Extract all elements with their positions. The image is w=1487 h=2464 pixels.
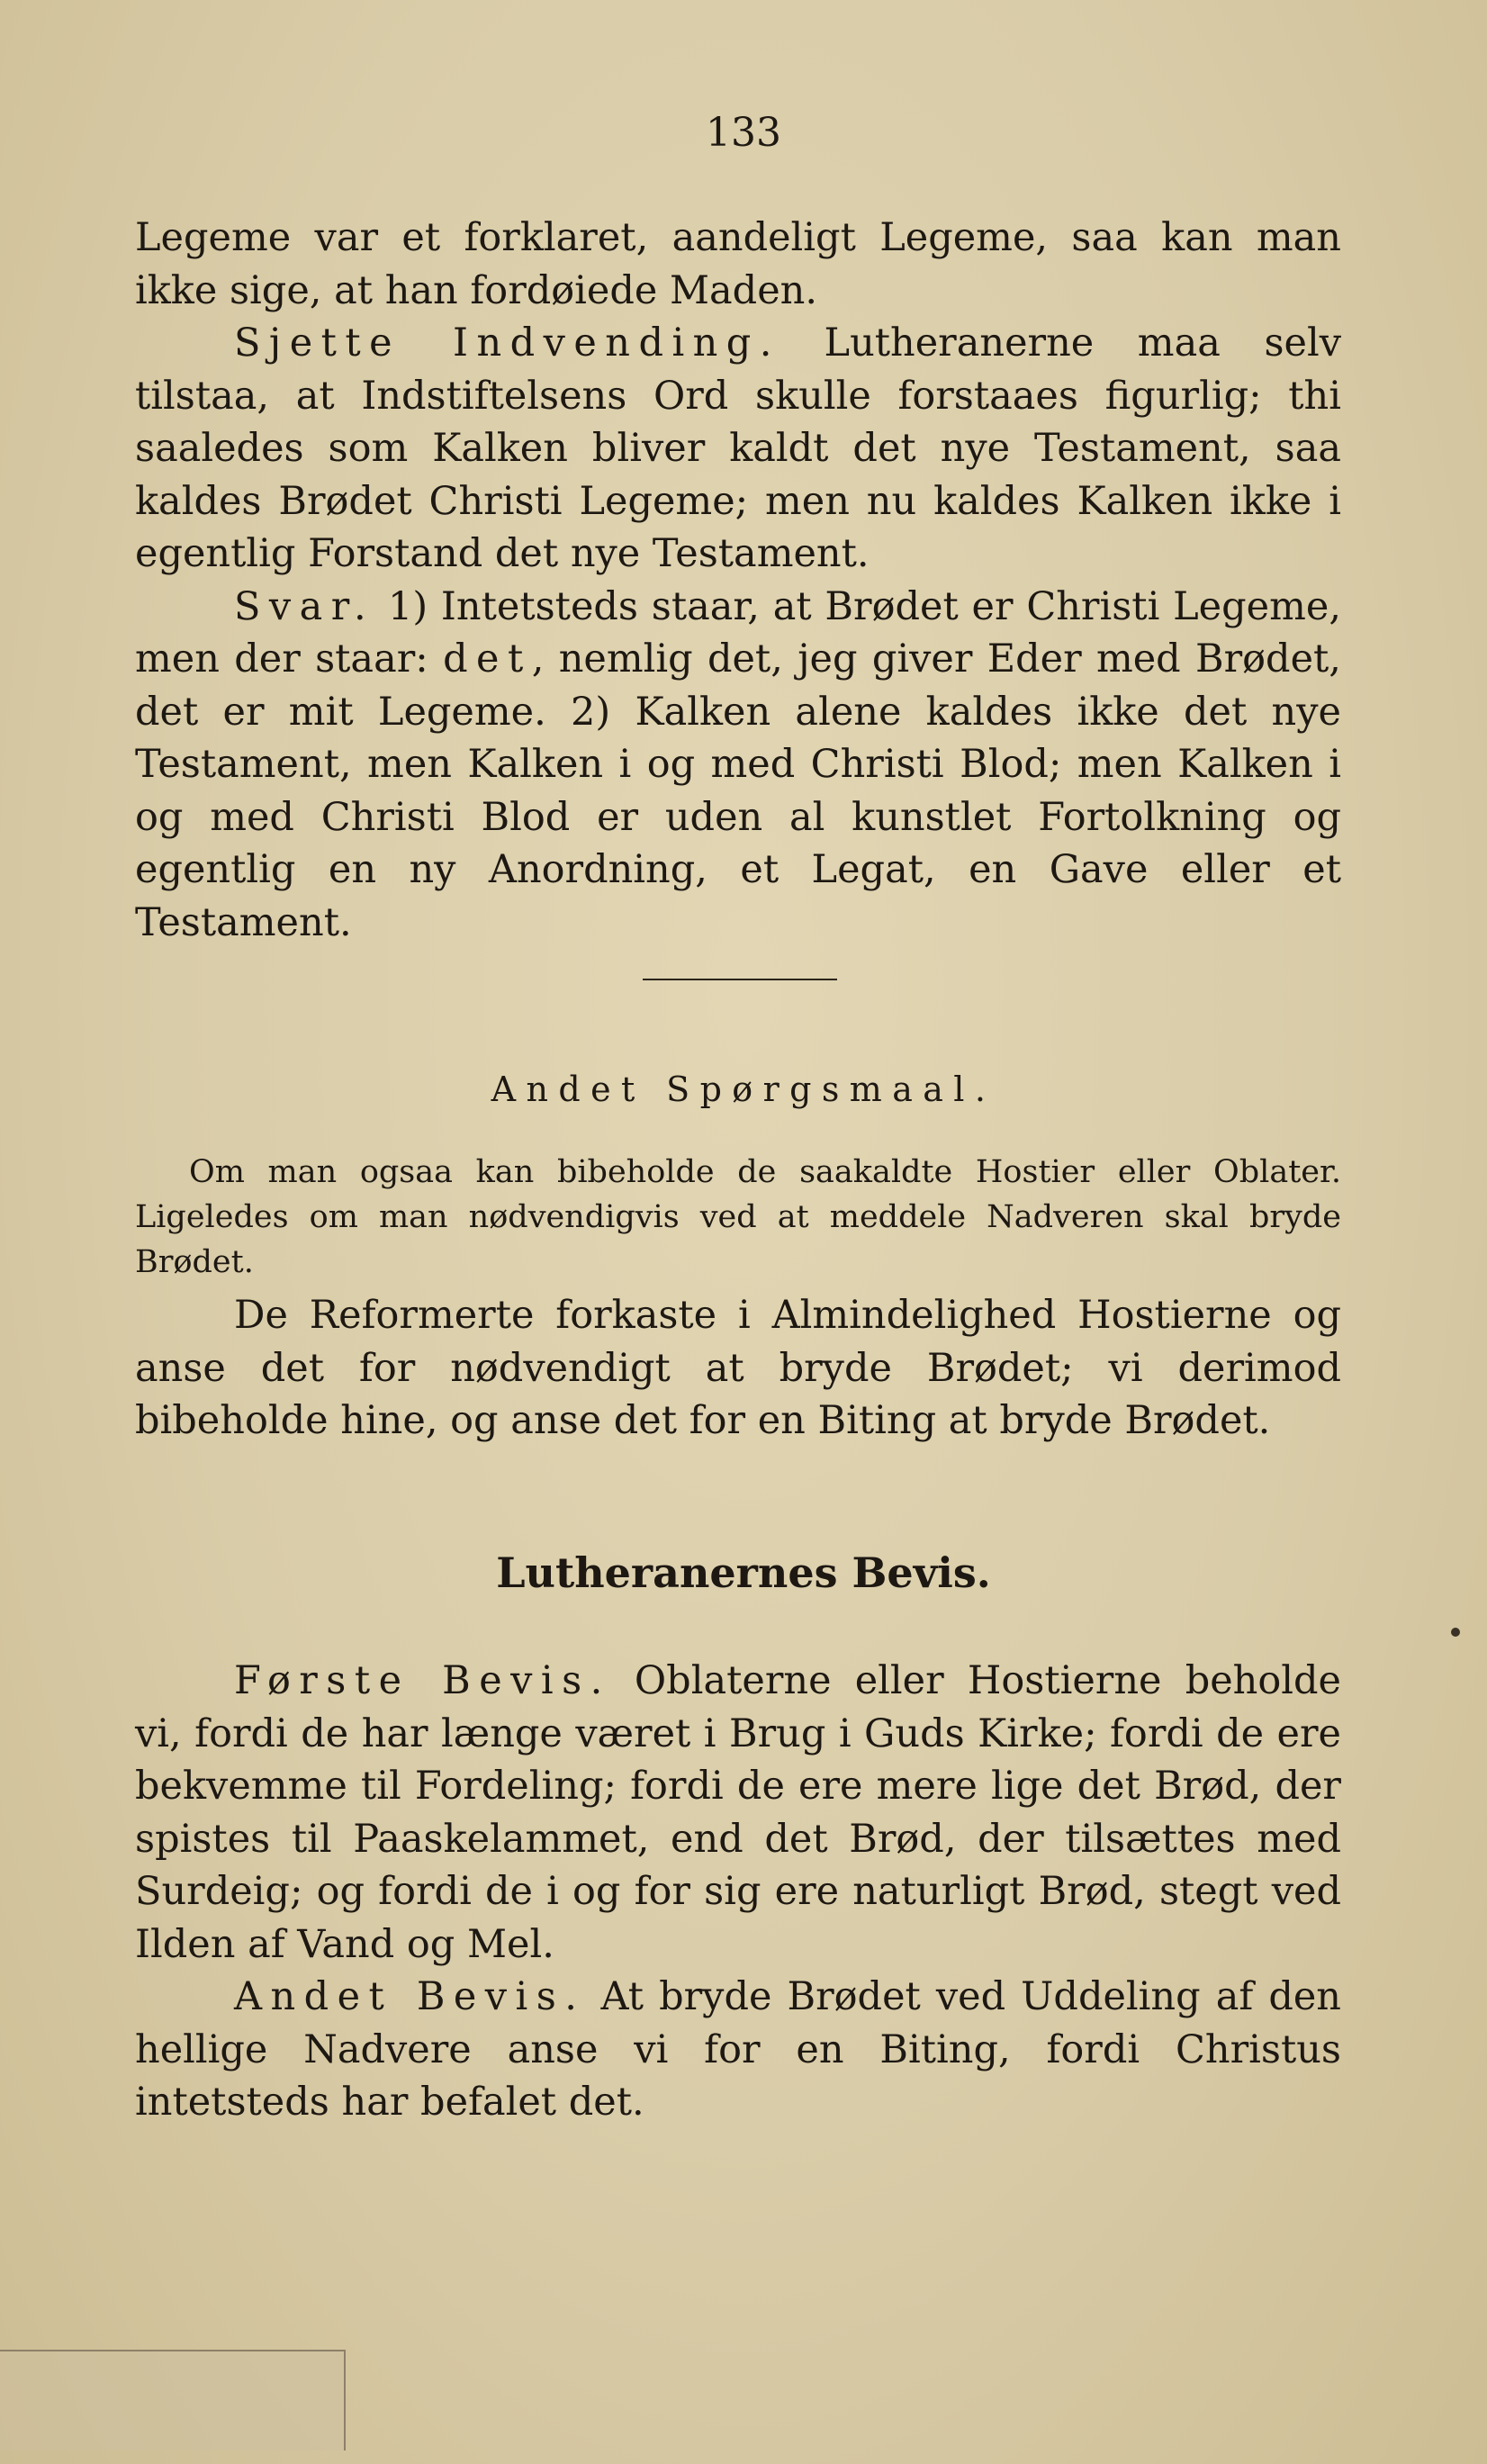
section-heading: Andet Spørgsmaal. [491,1070,996,1109]
sixth-objection-paragraph [135,317,1341,581]
first-proof-text: Oblaterne eller Hostierne beholde vi, fordi de har længe været i Brug i Guds Kirke; fordi de ere bekvemme til Fordeling; fordi de ere mere lige det Brød, der spistes til Paaskelammet, end det Brød, der tilsættes med Surdeig; og fordi de i og for sig ere naturligt Brød, stegt ved Ilden af Vand og Mel. [135,1658,1341,1967]
ink-speck [1451,1628,1460,1637]
sixth-objection-label: Sjette Indvending. [234,320,780,366]
library-label-outline [0,2350,346,2450]
answer-emphasis: det [443,636,532,681]
answer-label: Svar. [234,583,375,629]
section-divider [643,979,837,980]
page-number: 133 [706,110,781,156]
second-proof-text: At bryde Brødet ved Uddeling af den hellige Nadvere anse vi for en Biting, fordi Christus intetsteds har befalet det. [135,1974,1341,2125]
opening-paragraph: Legeme var et forklaret, aandeligt Legeme, saa kan man ikke sige, at han fordøiede Maden. [135,215,1341,313]
first-proof-paragraph [135,1655,1341,1971]
answer-paragraph [135,581,1341,950]
upper-text-block [135,212,1341,949]
second-proof-label: Andet Bevis. [234,1974,586,2019]
reformed-block [135,1289,1341,1448]
second-proof-paragraph [135,1971,1341,2129]
sixth-objection-text: Lutheranerne maa selv tilstaa, at Indstiftelsens Ord skulle forstaaes figurlig; thi saaledes som Kalken bliver kaldt det nye Testament, saa kaldes Brødet Christi Legeme; men nu kaldes Kalken ikke i egentlig Forstand det nye Testament. [135,320,1341,576]
answer-text-after: , nemlig det, jeg giver Eder med Brødet, det er mit Legeme. 2) Kalken alene kaldes ikke det nye Testament, men Kalken i og med Christi Blod; men Kalken i og med Christi Blod er uden al kunstlet Fortolkning og egentlig en ny Anordning, et Legat, en Gave eller et Testament. [135,636,1341,945]
lutheran-proof-heading: Lutheranernes Bevis. [496,1548,991,1597]
answer-text-before: 1) Intetsteds staar, at Brødet er Christi Legeme, men der staar: [135,583,1341,681]
question-text: Om man ogsaa kan bibeholde de saakaldte Hostier eller Oblater. Ligeledes om man nødvendigvis ved at meddele Nadveren skal bryde Brødet. [135,1154,1341,1280]
reformed-paragraph: De Reformerte forkaste i Almindelighed Hostierne og anse det for nødvendigt at bryde Brødet; vi derimod bibeholde hine, og anse det for en Biting at bryde Brødet. [135,1293,1341,1443]
first-proof-label: Første Bevis. [234,1658,611,1703]
proofs-block [135,1655,1341,2129]
